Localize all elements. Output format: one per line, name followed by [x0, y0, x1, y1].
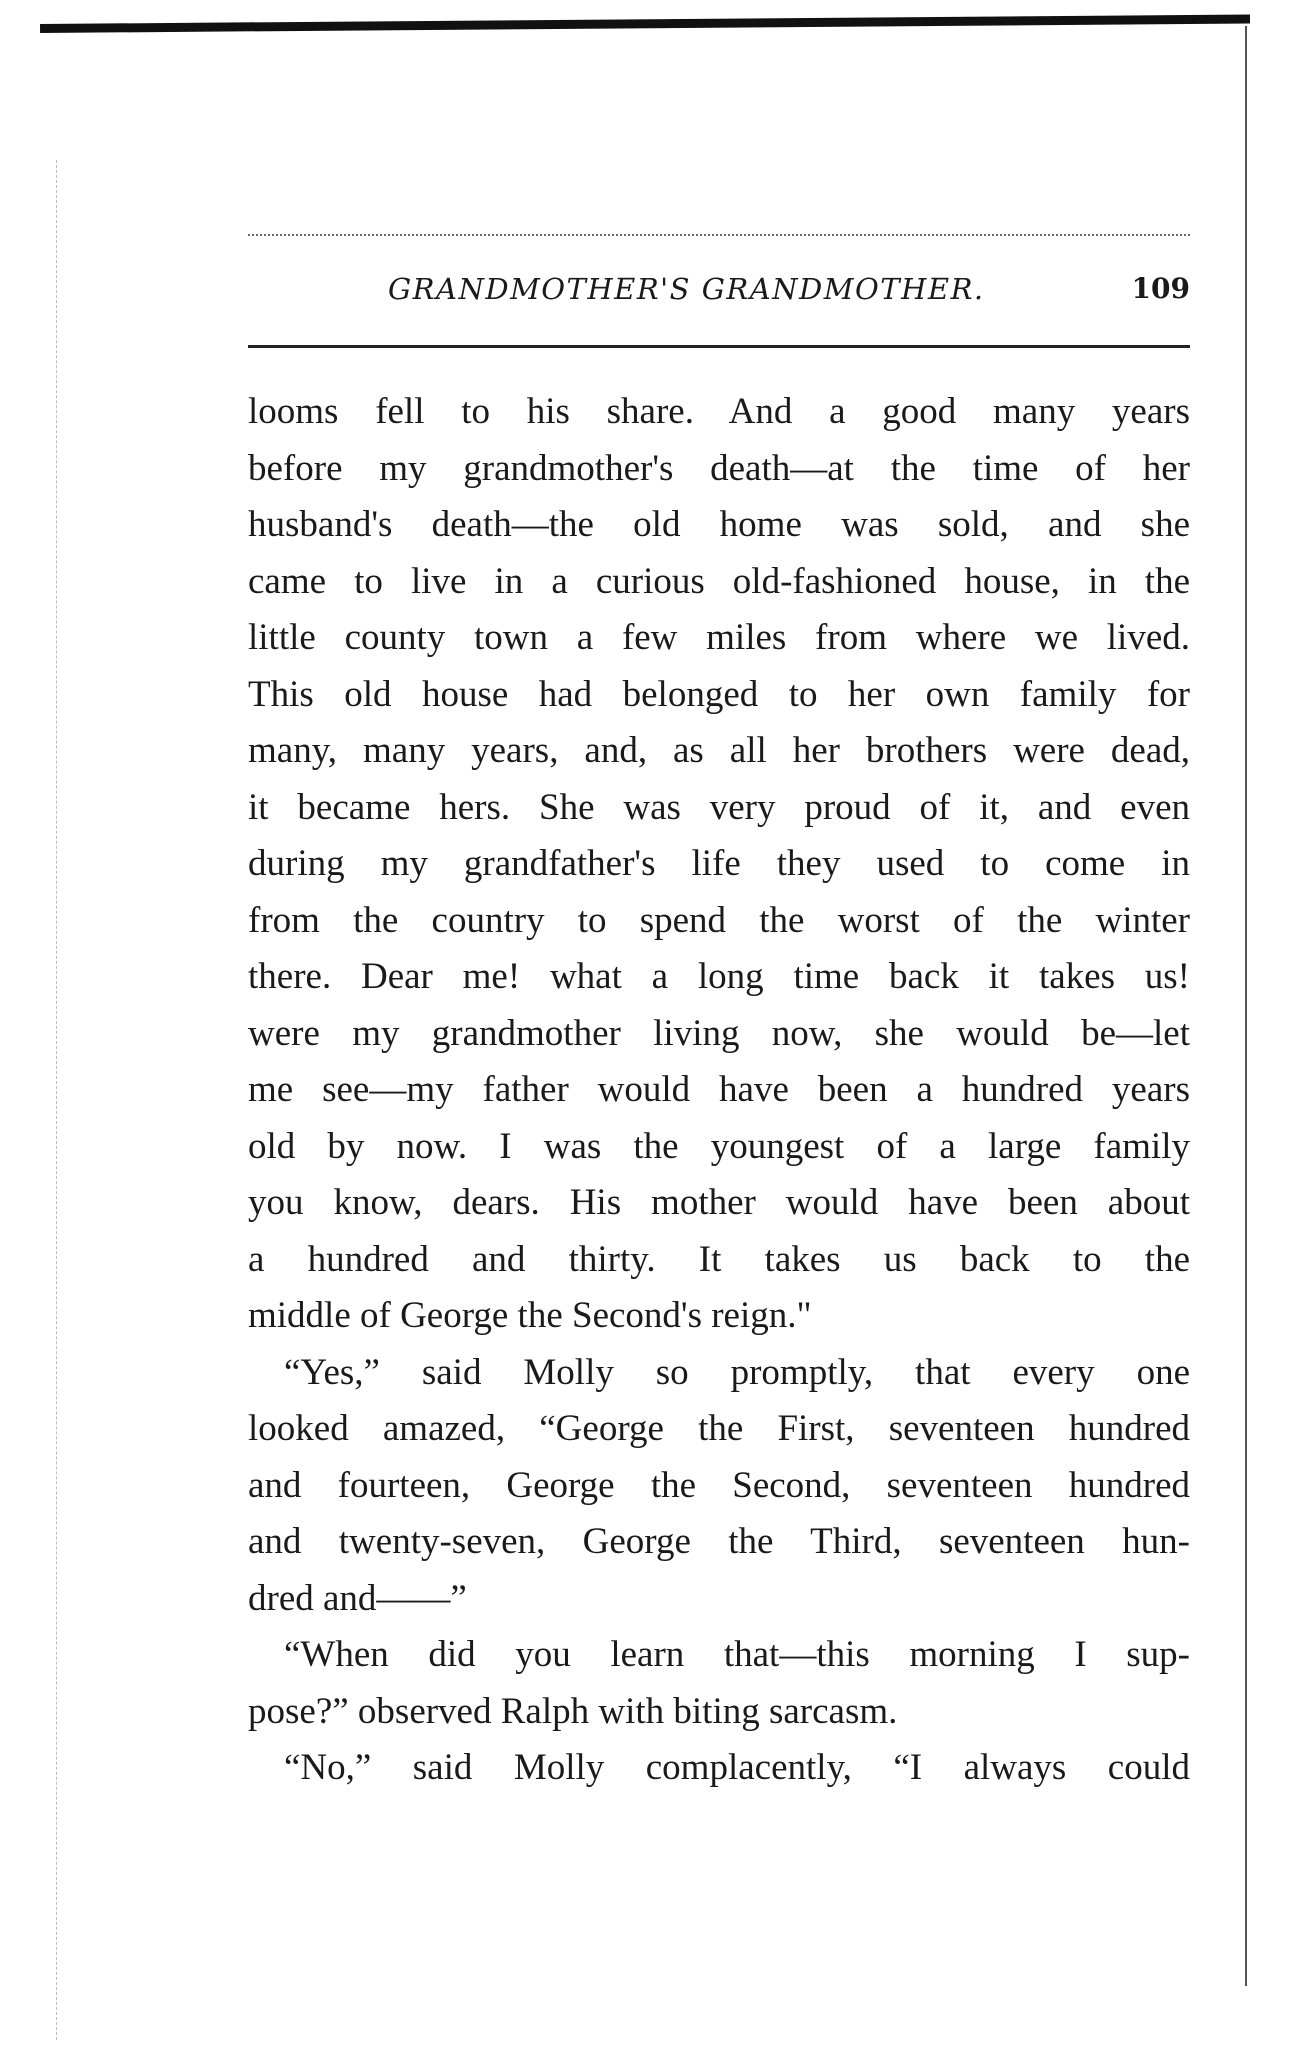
text-line: came to live in a curious old-fashioned house, in the: [248, 560, 1190, 602]
text-line: little county town a few miles from where we lived.: [248, 617, 1190, 658]
running-title: GRANDMOTHER'S GRANDMOTHER.: [388, 272, 985, 306]
text-line: you know, dears. His mother would have been about: [248, 1182, 1190, 1223]
text-line: “No,” said Molly complacently, “I always could: [284, 1747, 1190, 1788]
text-line: from the country to spend the worst of the winter: [248, 899, 1190, 941]
text-line: “When did you learn that—this morning I sup-: [284, 1634, 1190, 1675]
text-line: me see—my father would have been a hundred years: [248, 1069, 1190, 1110]
page-number: 109: [1131, 272, 1190, 305]
text-line: and fourteen, George the Second, seventeen hundred: [248, 1464, 1190, 1506]
body-text: [248, 384, 1190, 1797]
text-line: pose?” observed Ralph with biting sarcasm.: [248, 1690, 898, 1732]
header-rule-bottom: [248, 345, 1190, 348]
header-rule-top: [248, 234, 1190, 236]
text-line: and twenty-seven, George the Third, seventeen hun-: [248, 1521, 1190, 1562]
text-line: “Yes,” said Molly so promptly, that every one: [284, 1351, 1190, 1393]
text-line: husband's death—the old home was sold, and she: [248, 504, 1190, 545]
text-line: old by now. I was the youngest of a large family: [248, 1125, 1190, 1167]
text-line: before my grandmother's death—at the time of her: [248, 447, 1190, 489]
text-line: looked amazed, “George the First, seventeen hundred: [248, 1408, 1190, 1449]
text-line: looms fell to his share. And a good many years: [248, 391, 1190, 432]
running-head: [248, 272, 1190, 320]
text-line: it became hers. She was very proud of it, and even: [248, 786, 1190, 828]
scan-edge-top: [40, 14, 1250, 33]
text-line: dred and——”: [248, 1577, 467, 1619]
text-line: This old house had belonged to her own family for: [248, 673, 1190, 715]
text-line: were my grandmother living now, she would be—let: [248, 1012, 1190, 1054]
text-line: middle of George the Second's reign.": [248, 1295, 812, 1336]
text-line: during my grandfather's life they used to come in: [248, 843, 1190, 884]
text-line: there. Dear me! what a long time back it takes us!: [248, 956, 1190, 997]
text-line: many, many years, and, as all her brothers were dead,: [248, 730, 1190, 771]
binding-margin: [56, 160, 57, 2040]
text-line: a hundred and thirty. It takes us back to the: [248, 1238, 1190, 1280]
scan-edge-right: [1245, 26, 1247, 1986]
